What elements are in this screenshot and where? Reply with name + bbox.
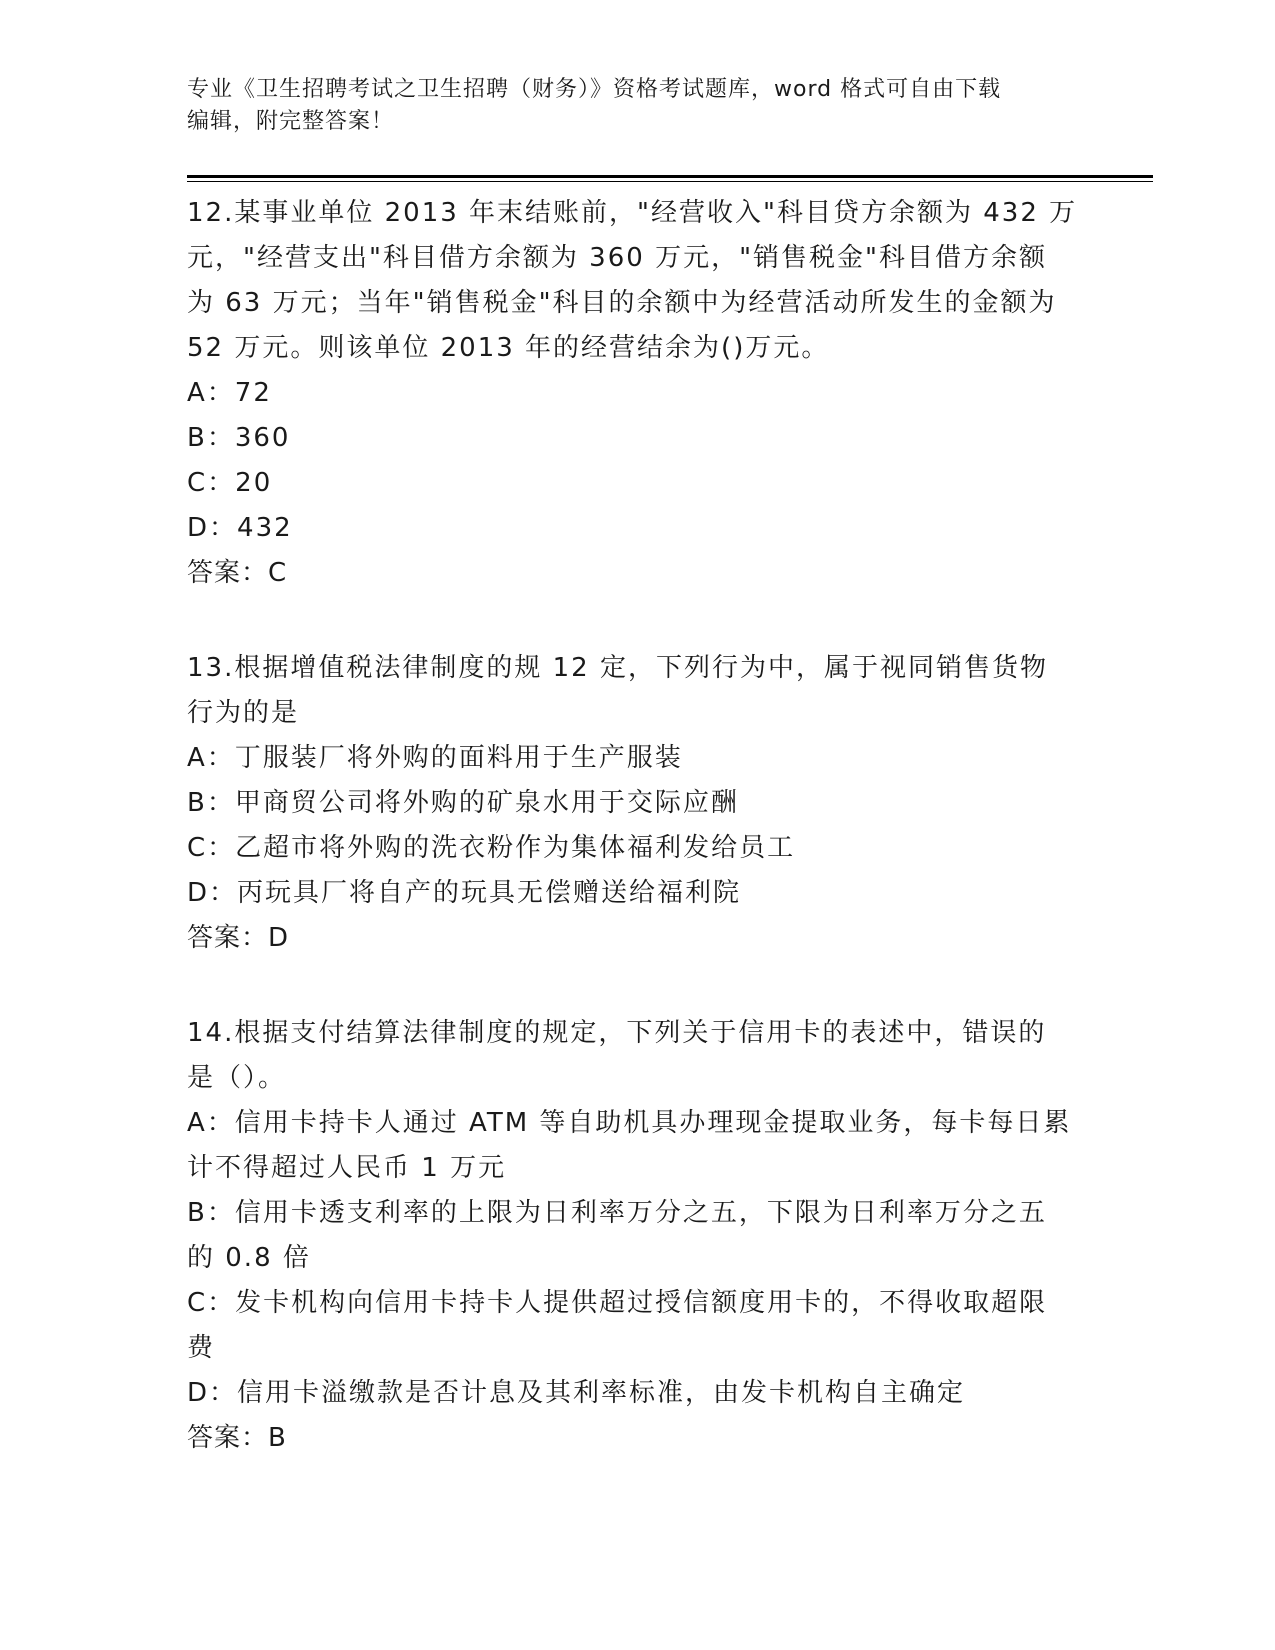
answer-line: 答案：C <box>187 558 288 588</box>
question-stem-line: 为 63 万元；当年"销售税金"科目的余额中为经营活动所发生的金额为 <box>187 288 1057 318</box>
question-stem-line: 14.根据支付结算法律制度的规定，下列关于信用卡的表述中，错误的 <box>187 1018 1047 1048</box>
option-line: C：发卡机构向信用卡持卡人提供超过授信额度用卡的，不得收取超限 <box>187 1288 1048 1318</box>
answer-line: 答案：D <box>187 923 290 953</box>
option-line: B：甲商贸公司将外购的矿泉水用于交际应酬 <box>187 788 739 818</box>
question-block <box>187 1011 1087 1461</box>
option-line: A：信用卡持卡人通过 ATM 等自助机具办理现金提取业务，每卡每日累 <box>187 1108 1072 1138</box>
question-stem-line: 行为的是 <box>187 698 300 728</box>
question-stem-line: 元，"经营支出"科目借方余额为 360 万元，"销售税金"科目借方余额 <box>187 243 1047 273</box>
option-line: D：432 <box>187 513 293 543</box>
question-block <box>187 646 1087 961</box>
question-list <box>187 191 1087 1511</box>
option-line: 费 <box>187 1333 216 1363</box>
option-line: D：丙玩具厂将自产的玩具无偿赠送给福利院 <box>187 878 742 908</box>
header-line-2: 编辑，附完整答案！ <box>187 109 395 134</box>
option-line: B：360 <box>187 423 291 453</box>
option-line: C：乙超市将外购的洗衣粉作为集体福利发给员工 <box>187 833 796 863</box>
option-line: A：丁服装厂将外购的面料用于生产服装 <box>187 743 683 773</box>
question-stem-line: 12.某事业单位 2013 年末结账前，"经营收入"科目贷方余额为 432 万 <box>187 198 1078 228</box>
header-divider-thin <box>187 181 1153 182</box>
answer-line: 答案：B <box>187 1423 287 1453</box>
header-divider-thick <box>187 175 1153 178</box>
option-line: 计不得超过人民币 1 万元 <box>187 1153 507 1183</box>
header-line-1: 专业《卫生招聘考试之卫生招聘（财务）》资格考试题库，word 格式可自由下载 <box>187 77 1002 102</box>
document-header <box>187 74 1077 138</box>
question-stem-line: 52 万元。则该单位 2013 年的经营结余为()万元。 <box>187 333 830 363</box>
option-line: C：20 <box>187 468 273 498</box>
question-stem-line: 13.根据增值税法律制度的规 12 定，下列行为中，属于视同销售货物 <box>187 653 1048 683</box>
option-line: B：信用卡透支利率的上限为日利率万分之五，下限为日利率万分之五 <box>187 1198 1047 1228</box>
question-block <box>187 191 1087 596</box>
option-line: 的 0.8 倍 <box>187 1243 311 1273</box>
option-line: D：信用卡溢缴款是否计息及其利率标准，由发卡机构自主确定 <box>187 1378 966 1408</box>
option-line: A：72 <box>187 378 272 408</box>
question-stem-line: 是（）。 <box>187 1063 287 1093</box>
